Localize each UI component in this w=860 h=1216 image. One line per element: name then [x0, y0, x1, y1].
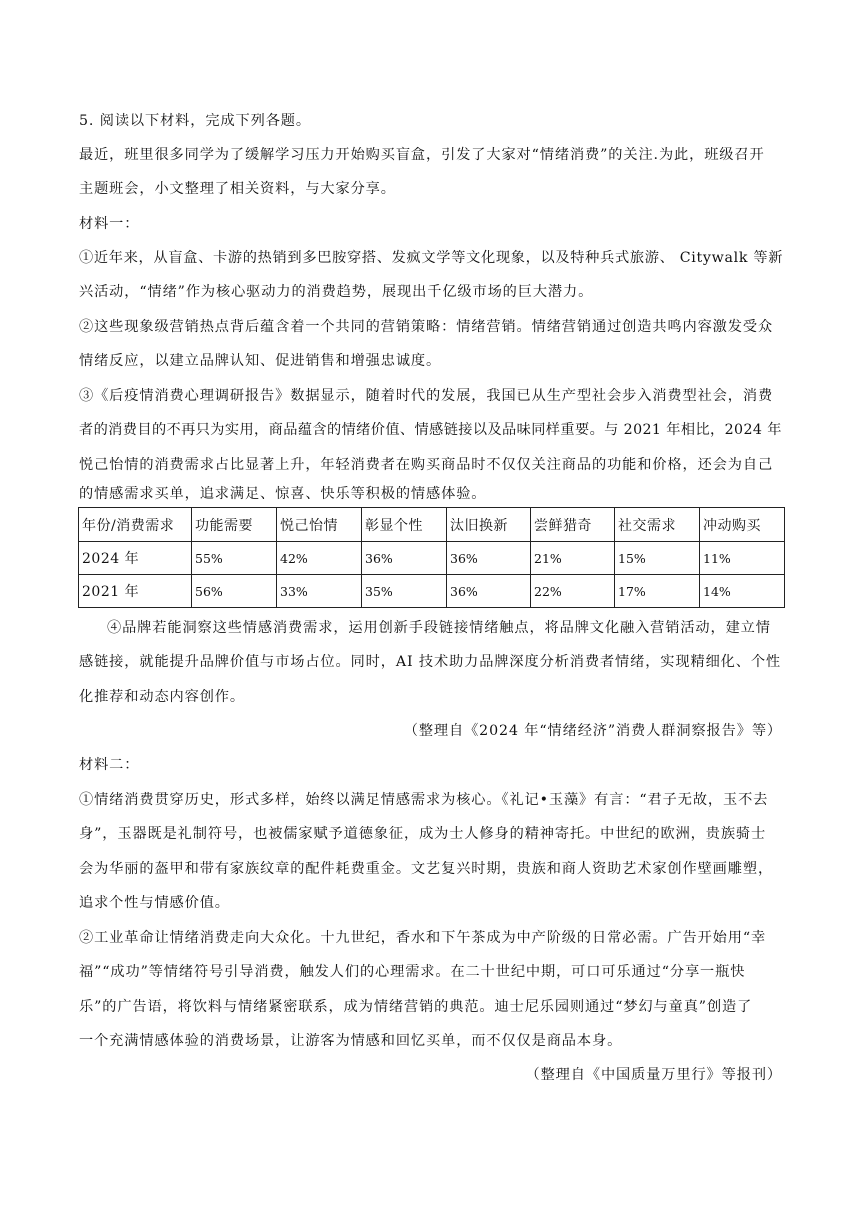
- table-header-cell: 悦己怡情: [277, 508, 362, 542]
- table-cell: 33%: [277, 575, 362, 608]
- table-cell-year: 2024 年: [79, 542, 192, 575]
- intro-line: 主题班会，小文整理了相关资料，与大家分享。: [79, 181, 396, 197]
- table-cell: 36%: [362, 542, 447, 575]
- consumption-needs-table: [78, 507, 785, 608]
- table-cell: 55%: [192, 542, 277, 575]
- material1-paragraph1-line: ①近年来，从盲盒、卡游的热销到多巴胺穿搭、发疯文学等文化现象，以及特种兵式旅游、 Citywalk 等新: [79, 250, 784, 266]
- material1-paragraph2-line: 情绪反应，以建立品牌认知、促进销售和增强忠诚度。: [79, 353, 442, 369]
- material1-paragraph2-line: ②这些现象级营销热点背后蕴含着一个共同的营销策略：情绪营销。情绪营销通过创造共鸣内容激发受众: [79, 319, 774, 335]
- material2-paragraph2-line: 福”“成功”等情绪符号引导消费，触发人们的心理需求。在二十世纪中期，可口可乐通过“分享一瓶快: [79, 964, 746, 980]
- table-cell: 35%: [362, 575, 447, 608]
- table-cell: 22%: [531, 575, 615, 608]
- material1-paragraph4-line: 化推荐和动态内容创作。: [79, 689, 245, 705]
- material2-paragraph1-line: 追求个性与情感价值。: [79, 895, 230, 911]
- table-cell: 17%: [615, 575, 700, 608]
- table-cell: 15%: [615, 542, 700, 575]
- material2-paragraph2-line: ②工业革命让情绪消费走向大众化。十九世纪，香水和下午茶成为中产阶级的日常必需。广告开始用“幸: [79, 930, 767, 946]
- table-header-cell: 冲动购买: [700, 508, 785, 542]
- material2-paragraph2-line: 乐”的广告语，将饮料与情绪紧密联系，成为情绪营销的典范。迪士尼乐园则通过“梦幻与童真”创造了: [79, 999, 753, 1015]
- table-header-row: [79, 508, 785, 542]
- table-header-cell: 尝鲜猎奇: [531, 508, 615, 542]
- table-cell: 14%: [700, 575, 785, 608]
- table-cell: 36%: [447, 542, 531, 575]
- material2-paragraph1-line: 身”，玉器既是礼制符号，也被儒家赋予道德象征，成为士人修身的精神寄托。中世纪的欧洲，贵族骑士: [79, 826, 767, 842]
- table-row: [79, 575, 785, 608]
- material1-paragraph4-line: 感链接，就能提升品牌价值与市场占位。同时，AI 技术助力品牌深度分析消费者情绪，实现精细化、个性: [79, 654, 782, 670]
- table-row: [79, 542, 785, 575]
- table-cell: 56%: [192, 575, 277, 608]
- material1-paragraph3-line: 悦己怡情的消费需求占比显著上升，年轻消费者在购买商品时不仅仅关注商品的功能和价格，还会为自己: [79, 457, 774, 473]
- material2-source: （整理自《中国质量万里行》等报刊）: [525, 1067, 782, 1083]
- material1-paragraph3-line: ③《后疫情消费心理调研报告》数据显示，随着时代的发展，我国已从生产型社会步入消费型社会，消费: [79, 388, 774, 404]
- material1-paragraph3-line: 的情感需求买单，追求满足、惊喜、快乐等积极的情感体验。: [79, 486, 487, 502]
- table-header-cell: 功能需要: [192, 508, 277, 542]
- table-cell: 42%: [277, 542, 362, 575]
- material1-paragraph3-line: 者的消费目的不再只为实用，商品蕴含的情绪价值、情感链接以及品味同样重要。与 2021 年相比，2024 年: [79, 422, 782, 438]
- material1-paragraph4-line: ④品牌若能洞察这些情感消费需求，运用创新手段链接情绪触点，将品牌文化融入营销活动，建立情: [107, 620, 771, 636]
- table-header-cell: 年份/消费需求: [79, 508, 192, 542]
- material1-paragraph1-line: 兴活动，“情绪”作为核心驱动力的消费趋势，展现出千亿级市场的巨大潜力。: [79, 284, 594, 300]
- material2-paragraph2-line: 一个充满情感体验的消费场景，让游客为情感和回忆买单，而不仅仅是商品本身。: [79, 1033, 623, 1049]
- intro-line: 最近，班里很多同学为了缓解学习压力开始购买盲盒，引发了大家对“情绪消费”的关注.为此，班级召开: [79, 147, 765, 163]
- material1-source: （整理自《2024 年“情绪经济”消费人群洞察报告》等）: [403, 723, 782, 739]
- table-cell-year: 2021 年: [79, 575, 192, 608]
- question-heading: 5. 阅读以下材料，完成下列各题。: [79, 113, 311, 129]
- table-cell: 36%: [447, 575, 531, 608]
- table-header-cell: 汰旧换新: [447, 508, 531, 542]
- table-cell: 11%: [700, 542, 785, 575]
- material2-title: 材料二：: [79, 757, 140, 773]
- table-header-cell: 彰显个性: [362, 508, 447, 542]
- material2-paragraph1-line: 会为华丽的盔甲和带有家族纹章的配件耗费重金。文艺复兴时期，贵族和商人资助艺术家创作壁画雕塑，: [79, 861, 774, 877]
- table-cell: 21%: [531, 542, 615, 575]
- table-header-cell: 社交需求: [615, 508, 700, 542]
- material2-paragraph1-line: ①情绪消费贯穿历史，形式多样，始终以满足情感需求为核心。《礼记•玉藻》有言：“君子无故，玉不去: [79, 792, 769, 808]
- material1-title: 材料一：: [79, 216, 140, 232]
